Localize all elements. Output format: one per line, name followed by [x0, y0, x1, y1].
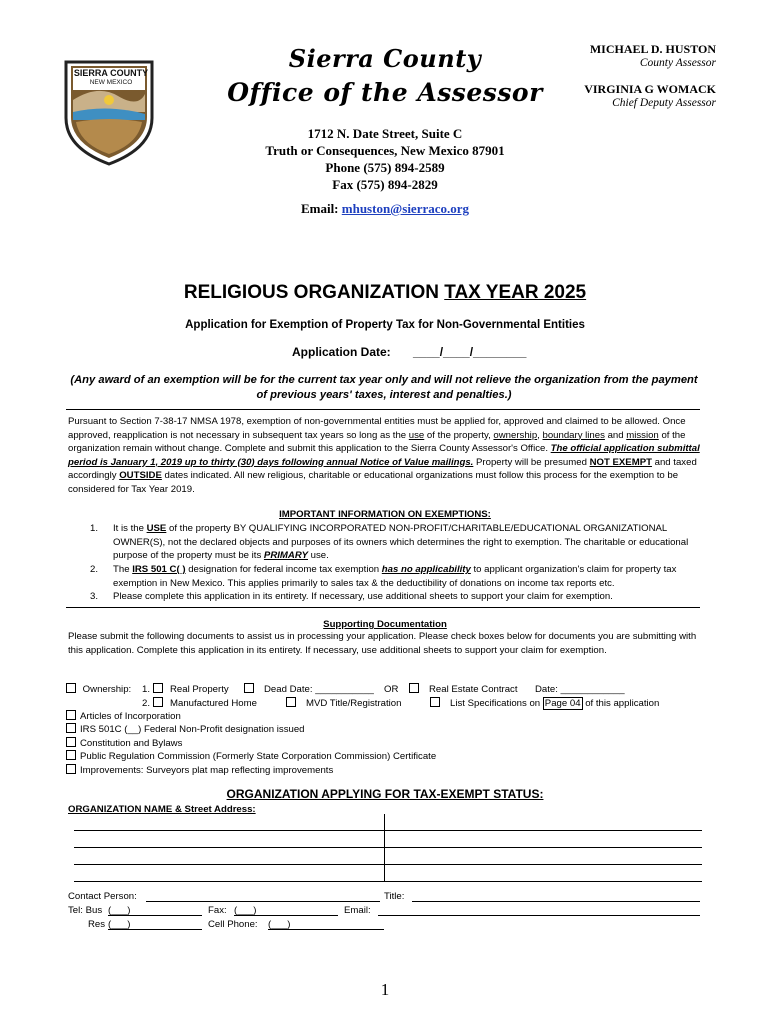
important-1-primary: PRIMARY [263, 550, 308, 561]
pursuant-text-4: and [604, 429, 627, 441]
res-line[interactable] [108, 929, 202, 930]
org-line-3-right[interactable] [384, 864, 702, 865]
pursuant-paragraph [68, 415, 700, 496]
phone: Phone (575) 894-2589 [325, 160, 445, 175]
contact-person-field[interactable] [146, 901, 380, 902]
application-date-field[interactable]: ____/____/________ [413, 345, 527, 359]
constitution-label: Constitution and Bylaws [80, 738, 183, 749]
checklist-improvements [66, 764, 333, 778]
dead-date-checkbox[interactable] [244, 683, 254, 693]
important-1-use: USE [146, 523, 167, 534]
application-date-label: Application Date: [292, 345, 391, 359]
page-number: 1 [380, 980, 390, 999]
title-field[interactable] [412, 901, 700, 902]
pursuant-use: use [408, 429, 425, 441]
real-estate-contract-label: Real Estate Contract [429, 684, 518, 695]
important-2e: to applicant organization's claim for property tax exemption in New Mexico. This applies primarily to sales tax & the deductibility of donations on income tax reports etc. [113, 564, 677, 589]
pursuant-boundary: boundary lines [542, 429, 605, 441]
contract-date-label: Date: ____________ [535, 684, 625, 695]
fax-line[interactable] [234, 915, 338, 916]
org-line-2-left[interactable] [74, 847, 384, 848]
pursuant-text-6: Property will be presumed [473, 456, 590, 468]
org-line-2-right[interactable] [384, 847, 702, 848]
letterhead-office: Office of the Assessor [227, 78, 543, 107]
prc-checkbox[interactable] [66, 750, 76, 760]
improvements-label: Improvements: Surveyors plat map reflecting improvements [80, 765, 334, 776]
cell-phone-field[interactable]: (___) [268, 919, 291, 930]
email-field-label: Email: [344, 905, 371, 916]
important-num-1: 1. [90, 523, 99, 534]
tel-bus-field[interactable]: (___) [108, 905, 131, 916]
real-property-label: Real Property [170, 684, 229, 695]
important-num-3: 3. [90, 591, 99, 602]
pursuant-official-period: The official application submittal period is January 1, 2019 up to thirty (30) days following annual Notice of Value mailings. [68, 443, 700, 468]
deputy-title: Chief Deputy Assessor [612, 97, 716, 109]
ownership-num-2: 2. [142, 698, 151, 709]
ownership-checkbox[interactable] [66, 683, 76, 693]
pursuant-ownership: ownership [493, 429, 538, 441]
org-line-1-left[interactable] [74, 830, 384, 831]
tel-bus-line[interactable] [108, 915, 202, 916]
assessor-title: County Assessor [639, 57, 716, 69]
address-line-1: 1712 N. Date Street, Suite C [307, 126, 463, 141]
important-1a: It is the [113, 523, 147, 534]
fax: Fax (575) 894-2829 [332, 177, 438, 192]
deputy-name: VIRGINIA G WOMACK [584, 82, 716, 96]
seal-text-bottom: NEW MEXICO [89, 79, 133, 86]
org-line-3-left[interactable] [74, 864, 384, 865]
cell-phone-line[interactable] [268, 929, 384, 930]
supporting-heading: Supporting Documentation [323, 619, 447, 630]
constitution-checkbox[interactable] [66, 737, 76, 747]
res-field[interactable]: (___) [108, 919, 131, 930]
seal-text-top: SIERRA COUNTY [73, 68, 149, 78]
dead-date-label: Dead Date: ___________ [264, 684, 374, 695]
pursuant-text-5: of the organization remain without change. Complete and submit this application to the Sierra County Assessor's Office. [68, 429, 686, 454]
divider-1 [66, 409, 700, 410]
form-title-part1: RELIGIOUS ORGANIZATION [183, 282, 439, 303]
important-2a: The [113, 564, 133, 575]
or-label: OR [384, 684, 399, 695]
checklist-articles [66, 710, 181, 724]
email-row [200, 200, 570, 217]
checklist-constitution [66, 737, 182, 751]
important-item-3: Please complete this application in its entirety. If necessary, use additional sheets to support your claim for exemption. [113, 591, 613, 602]
email-label: Email: [300, 201, 339, 216]
email-link[interactable]: mhuston@sierraco.org [341, 201, 470, 216]
org-line-1-right[interactable] [384, 830, 702, 831]
res-label: Res [88, 919, 106, 930]
important-2-irs: IRS 501 C( ) [132, 564, 186, 575]
pursuant-text-8: dates indicated. All new religious, charitable or educational organizations must follow this process for the exemption to be considered for Tax Year 2019. [68, 470, 679, 495]
checklist-prc [66, 750, 436, 764]
ownership-label: Ownership: [82, 684, 132, 695]
org-name-label: ORGANIZATION NAME & Street Address: [68, 804, 256, 815]
important-heading: IMPORTANT INFORMATION ON EXEMPTIONS: [279, 509, 491, 520]
ownership-num-1: 1. [142, 684, 151, 695]
divider-2 [66, 607, 700, 608]
pursuant-text-7: and taxed accordingly [68, 456, 697, 481]
improvements-checkbox[interactable] [66, 764, 76, 774]
exemption-notice: (Any award of an exemption will be for the current tax year only and will not relieve the organization from the payment of previous years' taxes, interest and penalties.) [70, 374, 698, 401]
checklist-ownership-row-2 [66, 697, 706, 711]
articles-label: Articles of Incorporation [80, 711, 181, 722]
important-1e: use. [308, 550, 329, 561]
assessor-name: MICHAEL D. HUSTON [589, 42, 716, 56]
pursuant-mission: mission [626, 429, 659, 441]
pursuant-text-1: Pursuant to Section 7-38-17 NMSA 1978, exemption of non-governmental entities must be applied for, approved and claimed to be allowed. Once approved, reapplication is not necessary in subsequent tax years so long as the [68, 416, 686, 441]
mvd-title-checkbox[interactable] [286, 697, 296, 707]
list-specifications-checkbox[interactable] [430, 697, 440, 707]
contact-person-label: Contact Person: [68, 891, 137, 902]
org-heading: ORGANIZATION APPLYING FOR TAX-EXEMPT STATUS: [226, 787, 544, 801]
checklist-irs [66, 723, 305, 737]
articles-checkbox[interactable] [66, 710, 76, 720]
important-item-1 [113, 522, 703, 563]
important-2-no-applicability: has no applicability [381, 564, 471, 575]
pursuant-text-3: , [537, 429, 543, 441]
important-item-2 [113, 563, 703, 590]
supporting-text: Please submit the following documents to assist us in processing your application. Please check boxes below for documents you are submitting with this application. Complete this application in its entirety. If necessary, use additional sheets to support your claim for exemption. [68, 631, 697, 656]
manufactured-home-checkbox[interactable] [153, 697, 163, 707]
form-title [0, 282, 770, 304]
irs-label: IRS 501C (__) Federal Non-Profit designation issued [80, 724, 305, 735]
tel-bus-label: Tel: Bus [68, 905, 103, 916]
list-spec-text-b: of this application [582, 698, 660, 709]
list-spec-page-link[interactable]: Page 04 [544, 698, 581, 709]
mvd-title-label: MVD Title/Registration [306, 698, 402, 709]
officials-block [516, 42, 716, 109]
real-property-checkbox[interactable] [153, 683, 163, 693]
fax-field[interactable]: (___) [234, 905, 257, 916]
title-label: Title: [384, 891, 405, 902]
manufactured-home-label: Manufactured Home [170, 698, 257, 709]
important-1c: of the property BY QUALIFYING INCORPORATED NON-PROFIT/CHARITABLE/EDUCATIONAL ORGANIZATIONAL OWNER(S), not the declared objects and purposes of its owners which determines the right to exemption. The charitable or educational purpose of the property must be its [113, 523, 689, 561]
list-spec-text-a: List Specifications on [450, 698, 543, 709]
pursuant-outside: OUTSIDE [119, 470, 162, 481]
prc-label: Public Regulation Commission (Formerly State Corporation Commission) Certificate [80, 751, 437, 762]
pursuant-not-exempt: NOT EXEMPT [589, 456, 652, 468]
cell-phone-label: Cell Phone: [208, 919, 258, 930]
letterhead-county: Sierra County [288, 44, 482, 73]
checklist-ownership-row-1 [66, 683, 706, 697]
email-field[interactable] [378, 915, 700, 916]
real-estate-contract-checkbox[interactable] [409, 683, 419, 693]
irs-checkbox[interactable] [66, 723, 76, 733]
letterhead-address [200, 125, 570, 193]
org-column-divider [384, 814, 385, 882]
important-2c: designation for federal income tax exemption [185, 564, 382, 575]
address-line-2: Truth or Consequences, New Mexico 87901 [265, 143, 505, 158]
pursuant-text-2: of the property, [424, 429, 494, 441]
fax-label: Fax: [208, 905, 227, 916]
form-title-part2: TAX YEAR 2025 [444, 282, 587, 303]
org-line-4-right[interactable] [384, 881, 702, 882]
form-subtitle: Application for Exemption of Property Tax for Non-Governmental Entities [185, 319, 585, 331]
org-line-4-left[interactable] [74, 881, 384, 882]
important-num-2: 2. [90, 564, 99, 575]
